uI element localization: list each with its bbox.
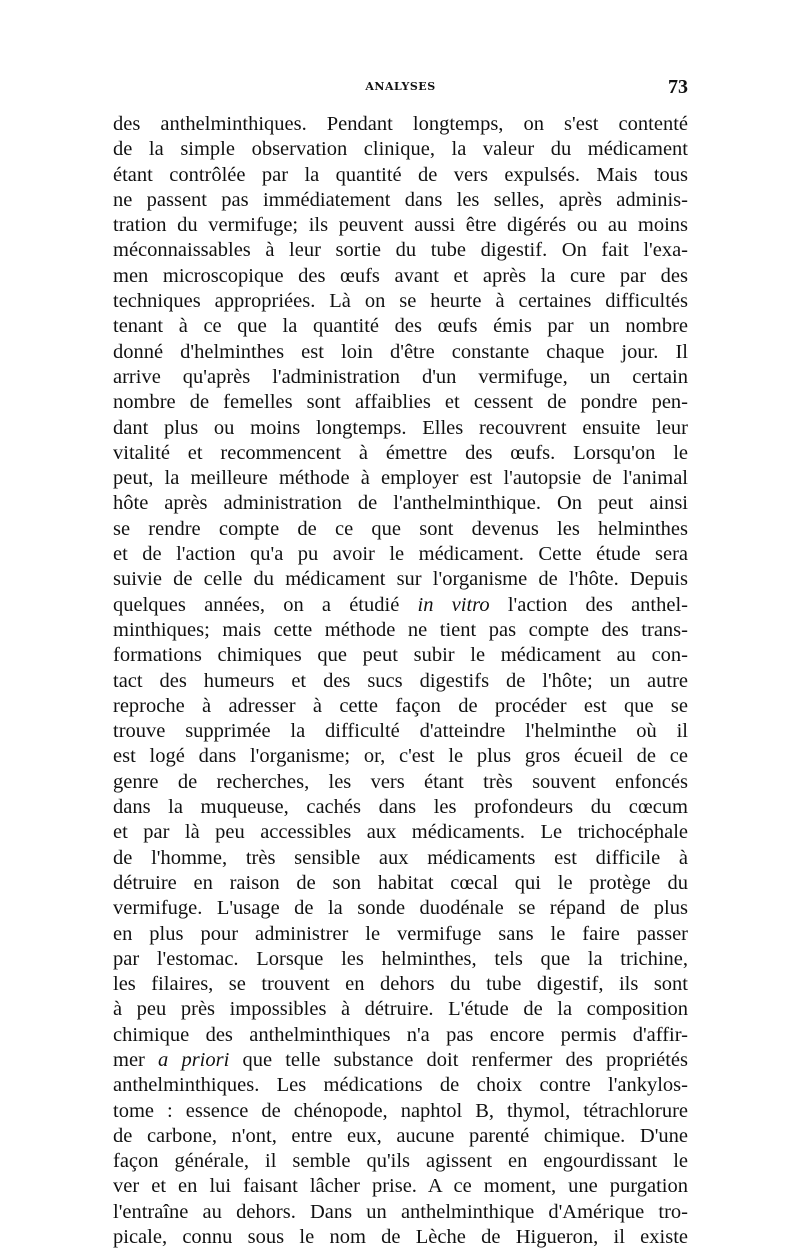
text-line: tact des humeurs et des sucs digestifs de l'hôte; un autre: [113, 669, 688, 692]
text-line: men microscopique des œufs avant et après la cure par des: [113, 264, 688, 287]
text-line: par l'estomac. Lorsque les helminthes, tels que la trichine,: [113, 947, 688, 970]
text-line: détruire en raison de son habitat cœcal qui le protège du: [113, 871, 688, 894]
text-segment: quelques années, on a étudié: [113, 593, 418, 616]
text-line: techniques appropriées. Là on se heurte à certaines difficultés: [113, 290, 688, 313]
text-line: tome : essence de chénopode, naphtol B, thymol, tétrachlorure: [113, 1099, 688, 1122]
text-line: est logé dans l'organisme; or, c'est le plus gros écueil de ce: [113, 745, 688, 768]
text-line: les filaires, se trouvent en dehors du tube digestif, ils sont: [113, 973, 688, 996]
text-line: reproche à adresser à cette façon de procéder est que se: [113, 694, 688, 717]
text-line: ver et en lui faisant lâcher prise. A ce moment, une purgation: [113, 1175, 688, 1198]
text-line: peut, la meilleure méthode à employer est l'autopsie de l'animal: [113, 467, 688, 490]
text-line: et de l'action qu'a pu avoir le médicament. Cette étude sera: [113, 543, 688, 566]
text-line: nombre de femelles sont affaiblies et cessent de pondre pen-: [113, 391, 688, 414]
text-line: méconnaissables à leur sortie du tube digestif. On fait l'exa-: [113, 239, 688, 262]
text-line: de l'homme, très sensible aux médicaments est difficile à: [113, 846, 688, 869]
running-title: ANALYSES: [365, 80, 436, 93]
text-line: chimique des anthelminthiques n'a pas encore permis d'affir-: [113, 1023, 688, 1046]
text-line-with-italic: [113, 593, 688, 618]
text-line: de la simple observation clinique, la valeur du médicament: [113, 138, 688, 161]
text-line: arrive qu'après l'administration d'un vermifuge, un certain: [113, 365, 688, 388]
text-segment: l'action des anthel-: [489, 593, 688, 616]
text-line: anthelminthiques. Les médications de choix contre l'ankylos-: [113, 1074, 688, 1097]
text-line: de carbone, n'ont, entre eux, aucune parenté chimique. D'une: [113, 1124, 688, 1147]
text-line: minthiques; mais cette méthode ne tient pas compte des trans-: [113, 618, 688, 641]
text-segment: que telle substance doit renfermer des propriétés: [229, 1048, 688, 1071]
text-line: dans la muqueuse, cachés dans les profondeurs du cœcum: [113, 796, 688, 819]
text-line: tenant à ce que la quantité des œufs émis par un nombre: [113, 315, 688, 338]
text-line: et par là peu accessibles aux médicaments. Le trichocéphale: [113, 821, 688, 844]
text-line: en plus pour administrer le vermifuge sans le faire passer: [113, 922, 688, 945]
text-line: hôte après administration de l'anthelminthique. On peut ainsi: [113, 492, 688, 515]
text-line: des anthelminthiques. Pendant longtemps, on s'est contenté: [113, 113, 688, 135]
text-line: dant plus ou moins longtemps. Elles recouvrent ensuite leur: [113, 416, 688, 439]
page-number: 73: [668, 76, 688, 98]
text-line: vermifuge. L'usage de la sonde duodénale se répand de plus: [113, 897, 688, 920]
text-line: tration du vermifuge; ils peuvent aussi être digérés ou au moins: [113, 214, 688, 237]
text-line: se rendre compte de ce que sont devenus les helminthes: [113, 517, 688, 540]
italic-phrase: a priori: [158, 1048, 230, 1071]
text-line: étant contrôlée par la quantité de vers expulsés. Mais tous: [113, 163, 688, 186]
text-line: à peu près impossibles à détruire. L'étude de la composition: [113, 998, 688, 1021]
text-line: ne passent pas immédiatement dans les selles, après adminis-: [113, 188, 688, 211]
text-line: l'entraîne au dehors. Dans un anthelminthique d'Amérique tro-: [113, 1200, 688, 1223]
text-segment: mer: [113, 1048, 159, 1071]
text-line: suivie de celle du médicament sur l'organisme de l'hôte. Depuis: [113, 568, 688, 591]
italic-phrase: in vitro: [417, 593, 490, 616]
text-line: formations chimiques que peut subir le médicament au con-: [113, 644, 688, 667]
text-line: façon générale, il semble qu'ils agissent en engourdissant le: [113, 1150, 688, 1173]
text-line-with-italic: [113, 1048, 688, 1073]
text-line: genre de recherches, les vers étant très souvent enfoncés: [113, 770, 688, 793]
text-line: picale, connu sous le nom de Lèche de Higueron, il existe: [113, 1226, 688, 1249]
text-line: donné d'helminthes est loin d'être constante chaque jour. Il: [113, 340, 688, 363]
text-line: vitalité et recommencent à émettre des œufs. Lorsqu'on le: [113, 441, 688, 464]
body-text: [113, 112, 688, 1250]
text-line: trouve supprimée la difficulté d'atteindre l'helminthe où il: [113, 720, 688, 743]
running-head: [113, 78, 688, 100]
